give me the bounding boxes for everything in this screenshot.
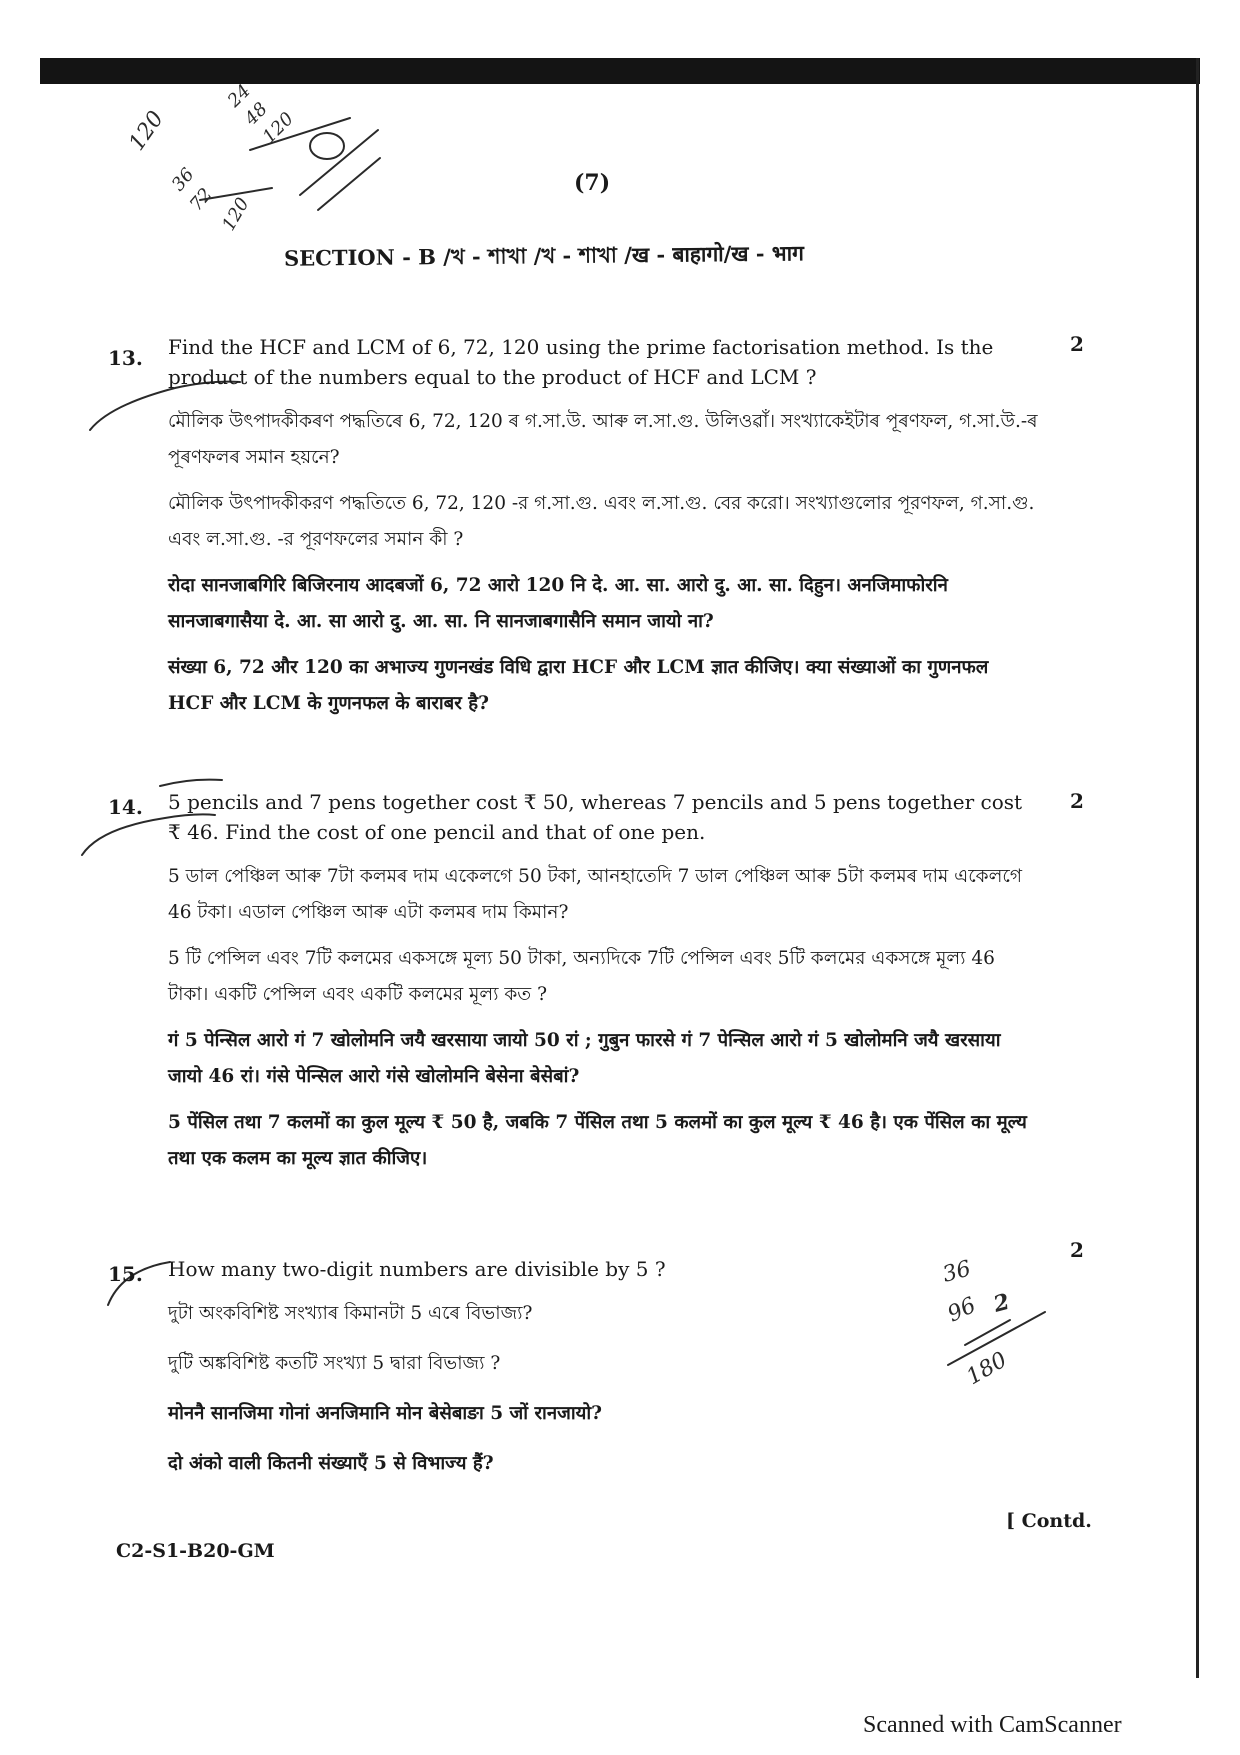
question-marks: 2: [1070, 332, 1084, 356]
question-text-hindi: संख्या 6, 72 और 120 का अभाज्य गुणनखंड विधि द्वारा HCF और LCM ज्ञात कीजिए। क्या संख्याओं का गुणनफल HCF और LCM के गुणनफल के बाराबर है?: [168, 657, 989, 714]
question-text-hindi: दो अंको वाली कितनी संख्याएँ 5 से विभाज्य हैं?: [168, 1453, 494, 1474]
question-marks: 2: [1070, 789, 1084, 813]
question-number: 14.: [108, 795, 143, 819]
question-text-bodo: रोदा सानजाबगिरि बिजिरनाय आदबजों 6, 72 आरो 120 नि दे. आ. सा. आरो दु. आ. सा. दिहुन। अनजिमाफोरनि सानजाबगासैया दे. आ. सा आरो दु. आ. सा. नि सानजाबगासैनि समान जायो ना?: [168, 575, 948, 632]
question-text-en: 5 pencils and 7 pens together cost ₹ 50, whereas 7 pencils and 5 pens together cost: [168, 790, 1023, 814]
question-text-assamese: মৌলিক উৎপাদকীকৰণ পদ্ধতিৰে 6, 72, 120 ৰ গ.সা.উ. আৰু ল.সা.গু. উলিওৱাঁ। সংখ্যাকেইটাৰ পূৰণফল, গ.সা.উ.-ৰ পূৰণফলৰ সমান হয়নে?: [168, 411, 1038, 468]
question-text-bengali: মৌলিক উৎপাদকীকরণ পদ্ধতিতে 6, 72, 120 -র গ.সা.গু. এবং ল.সা.গু. বের করো। সংখ্যাগুলোর পূরণফল, গ.সা.গু. এবং ল.সা.গু. -র পূরণফলের সমান কী ?: [168, 493, 1035, 550]
question-text-en: ₹ 46. Find the cost of one pencil and that of one pen.: [168, 820, 706, 844]
division-line: [965, 1320, 1010, 1345]
scribble-circle: [310, 133, 344, 159]
question-text-assamese: 5 ডাল পেঞ্চিল আৰু 7টা কলমৰ দাম একেলগে 50 টকা, আনহাতেদি 7 ডাল পেঞ্চিল আৰু 5টা কলমৰ দাম একেলগে 46 টকা। এডাল পেঞ্চিল আৰু এটা কলমৰ দাম কিমান?: [168, 866, 1022, 923]
hw-top-left-7: 120: [218, 194, 254, 235]
question-number: 15.: [108, 1262, 143, 1286]
question-text-en: product of the numbers equal to the product of HCF and LCM ?: [168, 365, 817, 389]
strike-pencils: [160, 780, 222, 786]
question-number: 13.: [108, 346, 143, 370]
question-text-bodo: मोननै सानजिमा गोनां अनजिमानि मोन बेसेबाङा 5 जों रानजायो?: [168, 1403, 602, 1424]
hw-top-left-4: 120: [258, 108, 298, 148]
question-body: [168, 787, 1038, 1187]
continued-marker: [ Contd.: [1006, 1510, 1092, 1532]
question-text-en: How many two-digit numbers are divisible by 5 ?: [168, 1257, 666, 1281]
page-number: (7): [574, 170, 611, 196]
question-body: [168, 1254, 928, 1492]
question-text-en: Find the HCF and LCM of 6, 72, 120 using the prime factorisation method. Is the: [168, 335, 994, 359]
hw-q15-2: 96: [943, 1292, 980, 1328]
hw-top-left-3: 48: [240, 98, 272, 130]
question-text-bengali: দুটি অঙ্কবিশিষ্ট কতটি সংখ্যা 5 দ্বারা বিভাজ্য ?: [168, 1353, 501, 1374]
question-text-bengali: 5 টি পেন্সিল এবং 7টি কলমের একসঙ্গে মূল্য 50 টাকা, অন্যদিকে 7টি পেন্সিল এবং 5টি কলমের একসঙ্গে মূল্য 46 টাকা। একটি পেন্সিল এবং একটি কলমের মূল্য কত ?: [168, 948, 995, 1005]
hw-q15-4: 180: [962, 1347, 1012, 1391]
paper-code: C2-S1-B20-GM: [116, 1540, 275, 1562]
question-marks: 2: [1070, 1238, 1084, 1262]
question-body: [168, 332, 1038, 732]
question-text-assamese: দুটা অংকবিশিষ্ট সংখ্যাৰ কিমানটা 5 এৰে বিভাজ্য?: [168, 1303, 533, 1324]
scribble-stroke: [318, 158, 380, 210]
hw-top-left-1: 120: [124, 106, 170, 156]
hw-top-left-6: 72: [185, 184, 217, 216]
question-text-hindi: 5 पेंसिल तथा 7 कलमों का कुल मूल्य ₹ 50 है, जबकि 7 पेंसिल तथा 5 कलमों का कुल मूल्य ₹ 46 है। एक पेंसिल का मूल्य तथा एक कलम का मूल्य ज्ञात कीजिए।: [168, 1112, 1027, 1169]
camscanner-watermark: Scanned with CamScanner: [863, 1712, 1122, 1738]
question-text-bodo: गं 5 पेन्सिल आरो गं 7 खोलोमनि जयै खरसाया जायो 50 रां ; गुबुन फारसे गं 7 पेन्सिल आरो गं 5 खोलोमनि जयै खरसाया जायो 46 रां। गंसे पेन्सिल आरो गंसे खोलोमनि बेसेना बेसेबां?: [168, 1030, 1001, 1087]
hw-q15-1: 36: [940, 1256, 974, 1288]
section-heading: SECTION - B /খ - শাখা /খ - শাখা /ख - बाहागो/ख - भाग: [283, 240, 805, 271]
hw-top-left-5: 36: [167, 164, 199, 196]
hw-top-left-2: 24: [223, 80, 255, 112]
hw-q15-3: 2: [990, 1288, 1013, 1318]
